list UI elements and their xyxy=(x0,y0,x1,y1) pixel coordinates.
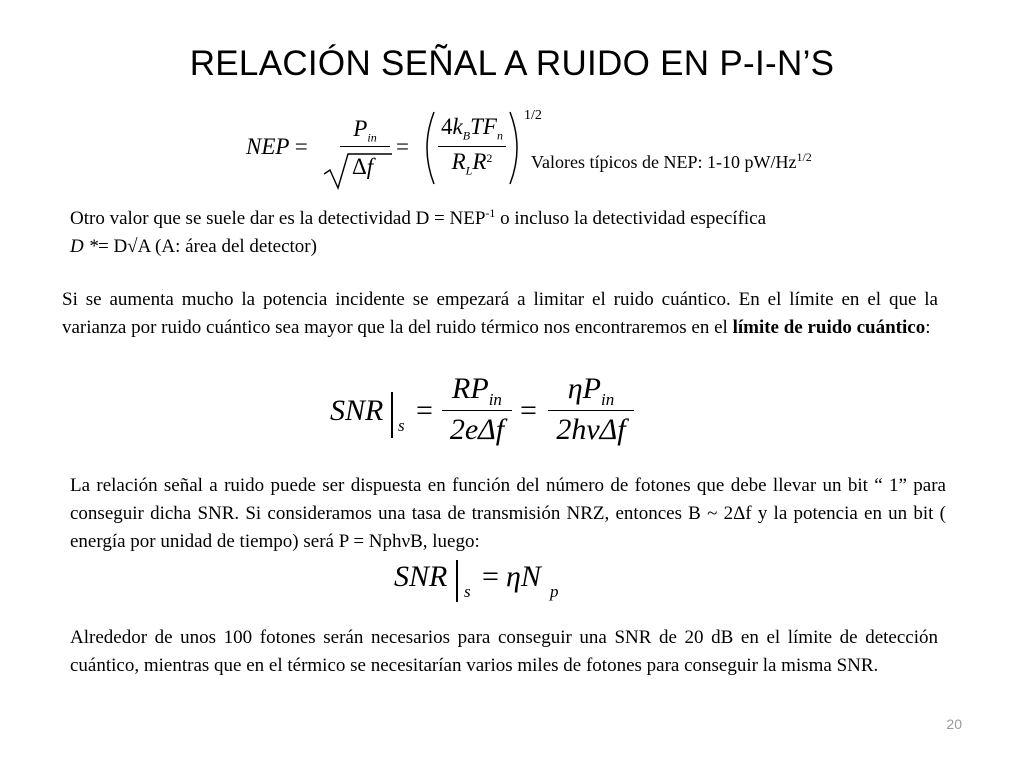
outer-exponent: 1/2 xyxy=(524,108,542,123)
right-paren xyxy=(508,110,524,186)
nep-fraction-1: $P_{in}$ Δf xyxy=(322,116,390,147)
equals-sign: = xyxy=(396,134,409,159)
snr-quantum-limit-equation xyxy=(330,372,650,458)
photon-count-paragraph: La relación señal a ruido puede ser dispuesta en función del número de fotones que debe llevar un bit “ 1” para conseguir dicha SNR. Si consideramos una tasa de transmisión NRZ, entonces B ~ 2Δf y la potencia en un bit ( energía por unidad de tiempo) será P = NphνB, luego: xyxy=(70,475,946,552)
conclusion-paragraph: Alrededor de unos 100 fotones serán necesarios para conseguir una SNR de 20 dB en el límite de detección cuántico, mientras que en el térmico se necesitarían varios miles de fotones para conseguir la misma SNR. xyxy=(70,627,938,676)
detectivity-line-1: Otro valor que se suele dar es la detectividad $D = NEP^{-1}$ o incluso la detectividad específica xyxy=(70,206,767,229)
left-paren xyxy=(420,110,436,186)
nep-inner-fraction: $4k_BTF_n$ $R_LR^2$ xyxy=(438,114,506,175)
equals-sign: = xyxy=(416,394,433,427)
snr-lhs: SNR xyxy=(394,560,448,593)
evaluation-bar xyxy=(456,560,458,602)
snr-photon-equation xyxy=(394,558,594,608)
page-number: 20 xyxy=(946,716,962,732)
nep-lhs: NEP = xyxy=(246,134,308,159)
evaluation-bar xyxy=(391,392,393,438)
snr-fraction-2: $\eta P_{in}$ 2hνΔf xyxy=(548,372,634,447)
nep-typical-values-note: Valores típicos de NEP: 1-10 $pW/Hz^{1/2}$ xyxy=(531,150,812,172)
snr-subscript: s xyxy=(398,416,405,435)
equals-sign: = xyxy=(520,394,537,427)
equals-sign: = xyxy=(482,560,499,593)
quantum-noise-paragraph: Si se aumenta mucho la potencia incidente se empezará a limitar el ruido cuántico. En el límite en el que la varianza por ruido cuántico sea mayor que la del ruido térmico nos encontraremos en el límite de ruido cuántico: xyxy=(62,289,938,338)
slide-title: RELACIÓN SEÑAL A RUIDO EN P-I-N’S xyxy=(189,44,835,83)
snr-rhs-subscript: p xyxy=(550,582,559,601)
snr-rhs: ηN xyxy=(506,560,541,593)
snr-lhs: SNR xyxy=(330,394,384,427)
nep-equation xyxy=(246,108,542,190)
detectivity-line-2: D *= D√A (A: área del detector) xyxy=(70,236,317,257)
snr-fraction-1: $RP_{in}$ 2eΔf xyxy=(442,372,512,447)
snr-subscript: s xyxy=(464,582,471,601)
